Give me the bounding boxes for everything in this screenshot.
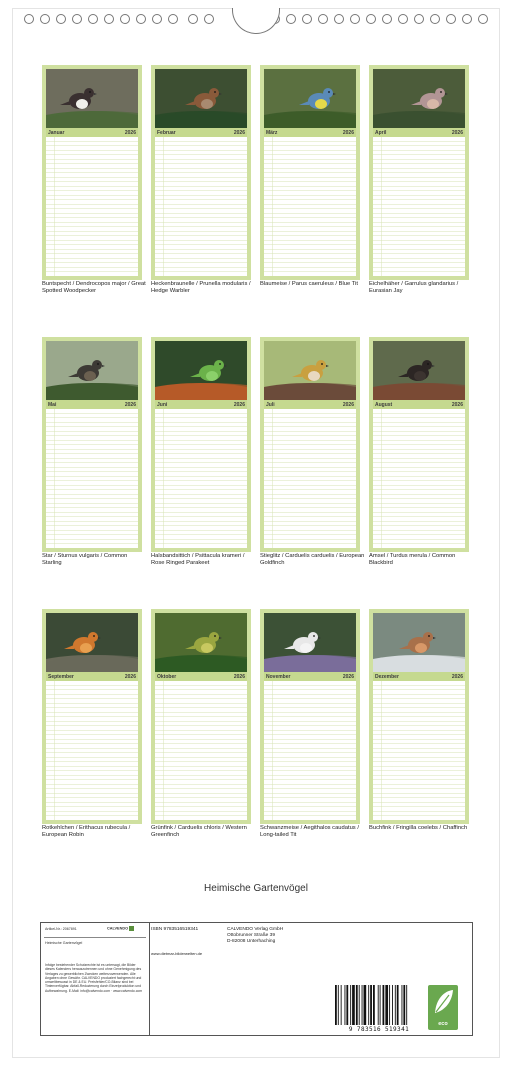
month-year: 2026	[451, 401, 463, 408]
month-header	[264, 672, 356, 681]
month-photo	[155, 613, 247, 672]
month-photo	[155, 69, 247, 128]
bird-photo	[155, 613, 247, 672]
binding-hole	[72, 14, 82, 24]
day-grid	[46, 681, 138, 820]
day-grid	[264, 137, 356, 276]
bird-photo	[46, 69, 138, 128]
short-title: Heimische Gartenvögel	[45, 941, 83, 945]
month-year: 2026	[451, 129, 463, 136]
day-grid	[373, 681, 465, 820]
calvendo-logo: CALVENDO	[107, 926, 134, 931]
month-name: Januar	[48, 129, 65, 136]
eco-label: eco	[438, 1021, 448, 1027]
month-photo	[264, 613, 356, 672]
month-header	[155, 128, 247, 137]
month-header	[46, 128, 138, 137]
barcode-number: 9 783516 519341	[348, 1026, 410, 1033]
day-grid	[155, 137, 247, 276]
month-header	[155, 400, 247, 409]
article-number: Artikel-Nr.: 2067891	[45, 927, 77, 931]
binding-hole	[430, 14, 440, 24]
month-year: 2026	[233, 401, 245, 408]
binding-hole	[414, 14, 424, 24]
month-name: April	[375, 129, 387, 136]
month-name: September	[48, 673, 74, 680]
bird-photo	[155, 341, 247, 400]
month-name: August	[375, 401, 393, 408]
binding-hole	[56, 14, 66, 24]
month-name: Mai	[48, 401, 57, 408]
month-name: Dezember	[375, 673, 399, 680]
month-header	[264, 400, 356, 409]
month-photo	[46, 341, 138, 400]
binding-hole	[136, 14, 146, 24]
month-photo	[155, 341, 247, 400]
month-header	[373, 128, 465, 137]
month-photo	[373, 69, 465, 128]
binding-hole	[24, 14, 34, 24]
binding-hole	[286, 14, 296, 24]
month-year: 2026	[124, 401, 136, 408]
bird-caption: Blaumeise / Parus caeruleus / Blue Tit	[260, 281, 358, 287]
month-year: 2026	[451, 673, 463, 680]
calendar-title: Heimische Gartenvögel	[204, 883, 308, 894]
month-header	[373, 400, 465, 409]
day-grid	[373, 409, 465, 548]
bird-photo	[264, 69, 356, 128]
bird-caption: Stieglitz / Carduelis carduelis / European Goldfinch	[260, 553, 365, 566]
month-year: 2026	[233, 129, 245, 136]
bird-photo	[46, 341, 138, 400]
divider	[44, 937, 146, 938]
month-header	[264, 128, 356, 137]
binding-hole	[318, 14, 328, 24]
bird-photo	[264, 613, 356, 672]
month-name: Oktober	[157, 673, 177, 680]
leaf-icon	[428, 985, 458, 1019]
month-photo	[373, 341, 465, 400]
binding-hole	[152, 14, 162, 24]
month-year: 2026	[233, 673, 245, 680]
fine-print: Infolge bestehender Schutzrechte ist es untersagt, die Bilder dieses Kalenders herauszutrennen und ohne Genehmigung des Verlages zu gewerblichen Zwecken weiterzuverwenden. Alle Angaben ohne Gewähr. CALVENDO produziert fachgerecht und umweltbewusst in DE & EU. Preisfehler/CO-Bilanz sind bei Tintenverfügbar. Abfall-Reduzierung durch Einzelproduktion und Aufbewahrung. E-Mail: info@calvendo.com · www.calvendo.com	[45, 963, 143, 993]
bird-photo	[373, 69, 465, 128]
bird-photo	[155, 69, 247, 128]
bird-caption: Heckenbraunelle / Prunella modularis / Hedge Warbler	[151, 281, 251, 294]
barcode	[334, 985, 424, 1025]
day-grid	[46, 409, 138, 548]
month-name: Juli	[266, 401, 275, 408]
day-grid	[264, 681, 356, 820]
bird-caption: Schwanzmeise / Aegithalos caudatus / Long-tailed Tit	[260, 825, 359, 838]
bird-caption: Rotkehlchen / Erithacus rubecula / European Robin	[42, 825, 131, 838]
info-left-column	[41, 923, 150, 1035]
bird-caption: Buntspecht / Dendrocopos major / Great Spotted Woodpecker	[42, 281, 146, 294]
day-grid	[373, 137, 465, 276]
binding-hole	[446, 14, 456, 24]
month-photo	[373, 613, 465, 672]
eco-badge	[428, 985, 458, 1030]
binding-hole	[204, 14, 214, 24]
day-grid	[46, 137, 138, 276]
binding-hole	[302, 14, 312, 24]
binding-hole	[88, 14, 98, 24]
binding-hole	[462, 14, 472, 24]
month-year: 2026	[342, 673, 354, 680]
month-header	[155, 672, 247, 681]
month-header	[373, 672, 465, 681]
bird-caption: Halsbandsittich / Psittacula krameri / Rose Ringed Parakeet	[151, 553, 245, 566]
binding-hole	[398, 14, 408, 24]
website: www.dietmar-bilderwelten.de	[151, 951, 203, 956]
month-photo	[46, 69, 138, 128]
binding-hole	[366, 14, 376, 24]
binding-hole	[168, 14, 178, 24]
month-name: Juni	[157, 401, 168, 408]
month-year: 2026	[124, 673, 136, 680]
publisher-address: CALVENDO Verlag GmbH Ottobrunner Straße 39 D-82008 Unterhaching	[227, 927, 284, 944]
binding-hole	[120, 14, 130, 24]
month-photo	[264, 69, 356, 128]
day-grid	[264, 409, 356, 548]
bird-photo	[46, 613, 138, 672]
isbn: ISBN 9783516519341	[151, 927, 199, 932]
info-box	[40, 922, 473, 1036]
binding-hole	[350, 14, 360, 24]
bird-photo	[264, 341, 356, 400]
binding-hole	[188, 14, 198, 24]
binding-hole	[40, 14, 50, 24]
month-year: 2026	[342, 129, 354, 136]
month-photo	[264, 341, 356, 400]
day-grid	[155, 681, 247, 820]
binding-hole	[334, 14, 344, 24]
month-header	[46, 400, 138, 409]
month-name: November	[266, 673, 291, 680]
bird-photo	[373, 341, 465, 400]
month-year: 2026	[342, 401, 354, 408]
month-photo	[46, 613, 138, 672]
bird-photo	[373, 613, 465, 672]
month-year: 2026	[124, 129, 136, 136]
binding-hole	[104, 14, 114, 24]
month-name: Februar	[157, 129, 176, 136]
bird-caption: Star / Sturnus vulgaris / Common Starling	[42, 553, 128, 566]
bird-caption: Amsel / Turdus merula / Common Blackbird	[369, 553, 456, 566]
binding-hole	[382, 14, 392, 24]
month-name: März	[266, 129, 278, 136]
day-grid	[155, 409, 247, 548]
bird-caption: Grünfink / Carduelis chloris / Western Greenfinch	[151, 825, 247, 838]
bird-caption: Eichelhäher / Garrulus glandarius / Eurasian Jay	[369, 281, 459, 294]
binding-hole	[478, 14, 488, 24]
bird-caption: Buchfink / Fringilla coelebs / Chaffinch	[369, 825, 468, 831]
month-header	[46, 672, 138, 681]
